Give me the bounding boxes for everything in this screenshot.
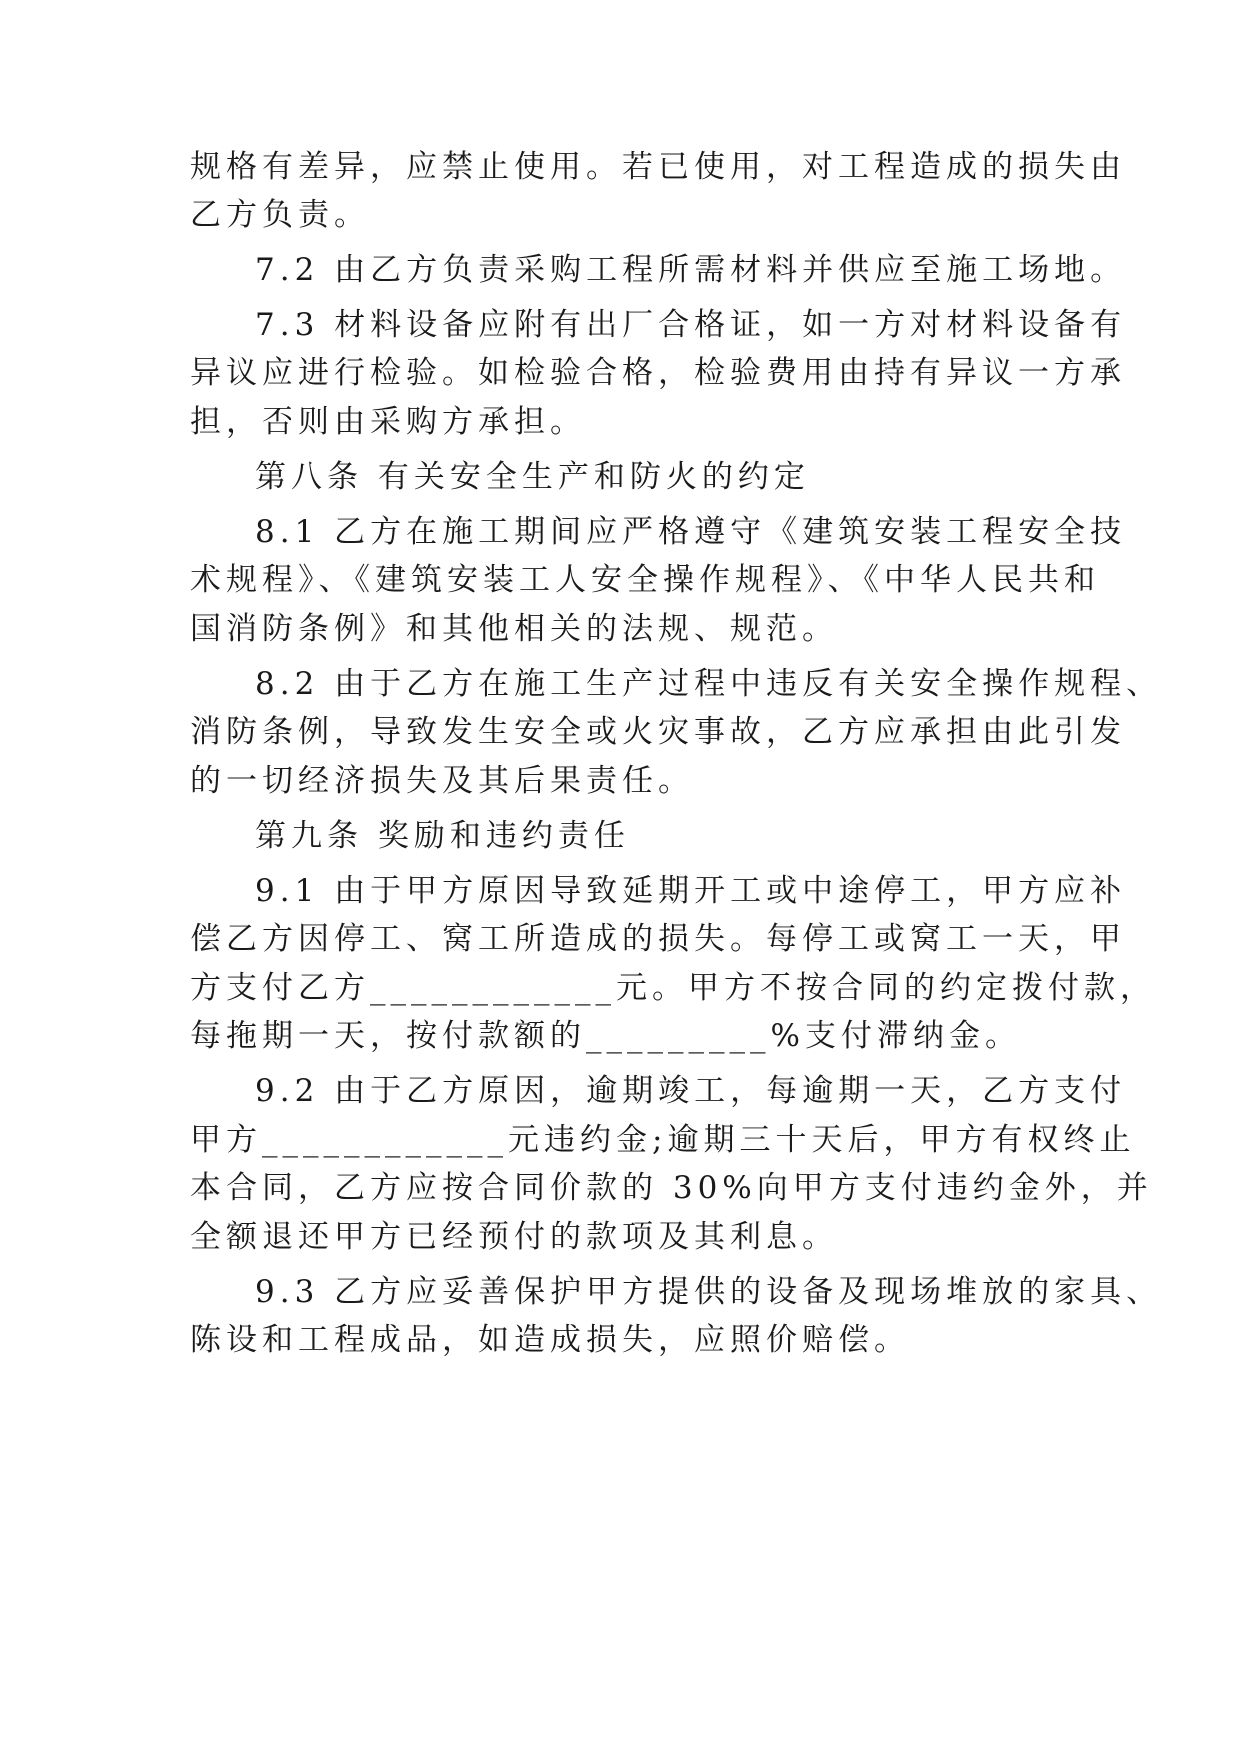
text-line: 乙方负责。 xyxy=(190,197,370,233)
text-line: 的一切经济损失及其后果责任。 xyxy=(190,763,694,799)
text-line: 全额退还甲方已经预付的款项及其利息。 xyxy=(190,1219,838,1255)
clause-9-1: 9.1 由于甲方原因导致延期开工或中途停工，甲方应补 xyxy=(255,873,1127,909)
article-9-heading: 第九条 奖励和违约责任 xyxy=(255,818,630,854)
article-8-heading: 第八条 有关安全生产和防火的约定 xyxy=(255,459,810,495)
text-line: 本合同，乙方应按合同价款的 30%向甲方支付违约金外，并 xyxy=(190,1170,1153,1206)
text-line: 国消防条例》和其他相关的法规、规范。 xyxy=(190,611,838,647)
text-line: 陈设和工程成品，如造成损失，应照价赔偿。 xyxy=(190,1322,910,1358)
text-line: 偿乙方因停工、窝工所造成的损失。每停工或窝工一天，甲 xyxy=(190,921,1126,957)
text-line: 担，否则由采购方承担。 xyxy=(190,404,586,440)
text-line: 消防条例，导致发生安全或火灾事故，乙方应承担由此引发 xyxy=(190,714,1126,750)
text-line: 规格有差异，应禁止使用。若已使用，对工程造成的损失由 xyxy=(190,149,1126,185)
clause-9-2: 9.2 由于乙方原因，逾期竣工，每逾期一天，乙方支付 xyxy=(255,1073,1127,1109)
text-line: 异议应进行检验。如检验合格，检验费用由持有异议一方承 xyxy=(190,355,1126,391)
clause-8-2: 8.2 由于乙方在施工生产过程中违反有关安全操作规程、 xyxy=(255,666,1163,702)
text-line: 甲方____________元违约金;逾期三十天后，甲方有权终止 xyxy=(190,1122,1136,1158)
text-line: 术规程》、《建筑安装工人安全操作规程》、《中华人民共和 xyxy=(190,562,1100,598)
clause-8-1: 8.1 乙方在施工期间应严格遵守《建筑安装工程安全技 xyxy=(255,514,1127,550)
clause-7-3: 7.3 材料设备应附有出厂合格证，如一方对材料设备有 xyxy=(255,307,1127,343)
text-line: 方支付乙方____________元。甲方不按合同的约定拨付款， xyxy=(190,970,1156,1006)
text-line: 每拖期一天，按付款额的_________%支付滞纳金。 xyxy=(190,1018,1021,1054)
clause-9-3: 9.3 乙方应妥善保护甲方提供的设备及现场堆放的家具、 xyxy=(255,1274,1163,1310)
clause-7-2: 7.2 由乙方负责采购工程所需材料并供应至施工场地。 xyxy=(255,252,1127,288)
